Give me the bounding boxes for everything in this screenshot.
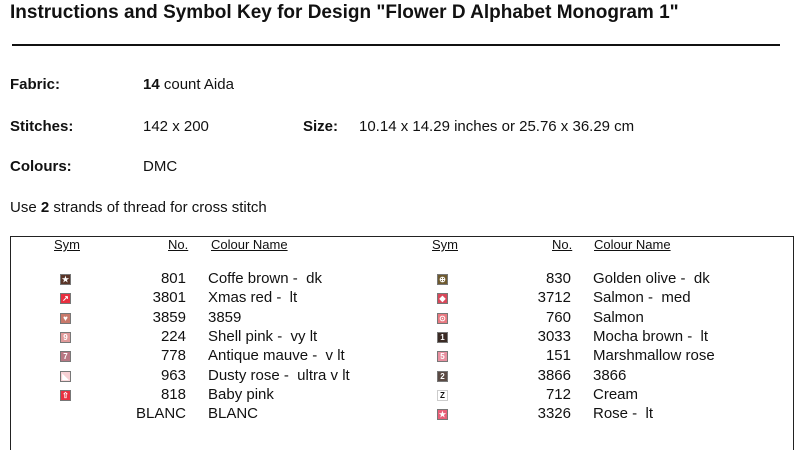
header-sym-right: Sym <box>432 237 458 252</box>
dmc-number: 778 <box>160 347 186 365</box>
symbol-icon: 5 <box>437 351 448 362</box>
strands-instruction <box>10 199 267 216</box>
symbol-icon: ⊕ <box>437 274 448 285</box>
strands-post: strands of thread for cross stitch <box>49 199 267 216</box>
dmc-number: 3859 <box>152 308 186 326</box>
dmc-number: 3712 <box>537 289 571 307</box>
key-row <box>11 270 710 289</box>
symbol-icon: ⊙ <box>437 313 448 324</box>
fabric-type: count Aida <box>159 76 234 93</box>
colour-name: Antique mauve - v lt <box>208 347 345 365</box>
dmc-number: 3866 <box>537 366 571 384</box>
key-row <box>11 289 691 308</box>
symbol-icon: 7 <box>60 351 71 362</box>
colour-name: Marshmallow rose <box>593 347 715 365</box>
key-row <box>11 308 644 328</box>
size-value: 10.14 x 14.29 inches or 25.76 x 36.29 cm <box>359 118 635 135</box>
dmc-number: 801 <box>160 270 186 287</box>
header-sym-left: Sym <box>54 237 80 252</box>
dmc-number: 224 <box>160 327 186 345</box>
strands-pre: Use <box>10 199 41 216</box>
colour-name: Coffe brown - dk <box>208 270 322 287</box>
colour-name: Xmas red - lt <box>208 289 298 307</box>
symbol-icon: Z <box>437 390 448 401</box>
stitches-label: Stitches: <box>10 118 74 135</box>
colour-name: Shell pink - vy lt <box>208 327 318 345</box>
key-row <box>11 347 715 366</box>
colour-name: Baby pink <box>208 385 274 403</box>
dmc-number: 760 <box>545 308 571 326</box>
dmc-number: 3326 <box>537 405 571 423</box>
colours-label: Colours: <box>10 158 72 175</box>
colour-name: 3866 <box>593 366 627 384</box>
dmc-number: 151 <box>545 347 571 365</box>
colour-name: Rose - lt <box>593 405 654 423</box>
symbol-icon: ↗ <box>60 293 71 304</box>
symbol-icon: ★ <box>61 275 70 284</box>
page-title: Instructions and Symbol Key for Design "Flower D Alphabet Monogram 1" <box>10 2 679 23</box>
fabric-label: Fabric: <box>10 76 61 93</box>
dmc-number: 830 <box>545 270 571 287</box>
symbol-icon: ♥ <box>60 313 71 324</box>
dmc-number: 963 <box>160 366 186 384</box>
symbol-icon: ◆ <box>437 293 448 304</box>
title-divider <box>12 44 780 46</box>
size-label: Size: <box>303 118 339 135</box>
dmc-number: BLANC <box>135 405 186 423</box>
fabric-count: 14 <box>143 76 160 93</box>
symbol-icon: 2 <box>437 371 448 382</box>
symbol-key-table <box>10 236 794 450</box>
dmc-number: 712 <box>545 385 571 403</box>
colours-value: DMC <box>143 158 178 175</box>
symbol-icon: 9 <box>60 332 71 343</box>
key-row <box>11 327 709 347</box>
fabric-value <box>143 76 234 93</box>
key-row <box>11 385 639 405</box>
symbol-icon: ◣ <box>60 371 71 382</box>
colour-name: Salmon - med <box>593 289 691 307</box>
dmc-number: 818 <box>160 385 186 403</box>
dmc-number: 3801 <box>152 289 186 307</box>
header-no-right: No. <box>552 237 573 252</box>
header-no-left: No. <box>168 237 189 252</box>
dmc-number: 3033 <box>537 327 571 345</box>
colour-name: Cream <box>593 385 639 403</box>
header-name-left: Colour Name <box>211 237 288 252</box>
colour-name: Mocha brown - lt <box>593 327 709 345</box>
symbol-icon: 1 <box>437 332 448 343</box>
key-row <box>11 366 627 386</box>
colour-name: Golden olive - dk <box>593 270 710 287</box>
header-name-right: Colour Name <box>594 237 671 252</box>
symbol-icon: ⇧ <box>60 390 71 401</box>
colour-name: BLANC <box>208 405 259 423</box>
colour-name: Dusty rose - ultra v lt <box>208 366 350 384</box>
strands-count: 2 <box>40 199 50 216</box>
symbol-icon: ★ <box>438 410 447 420</box>
colour-name: 3859 <box>208 308 242 326</box>
colour-name: Salmon <box>593 308 644 326</box>
key-row <box>11 405 654 424</box>
stitches-value: 142 x 200 <box>143 118 209 135</box>
